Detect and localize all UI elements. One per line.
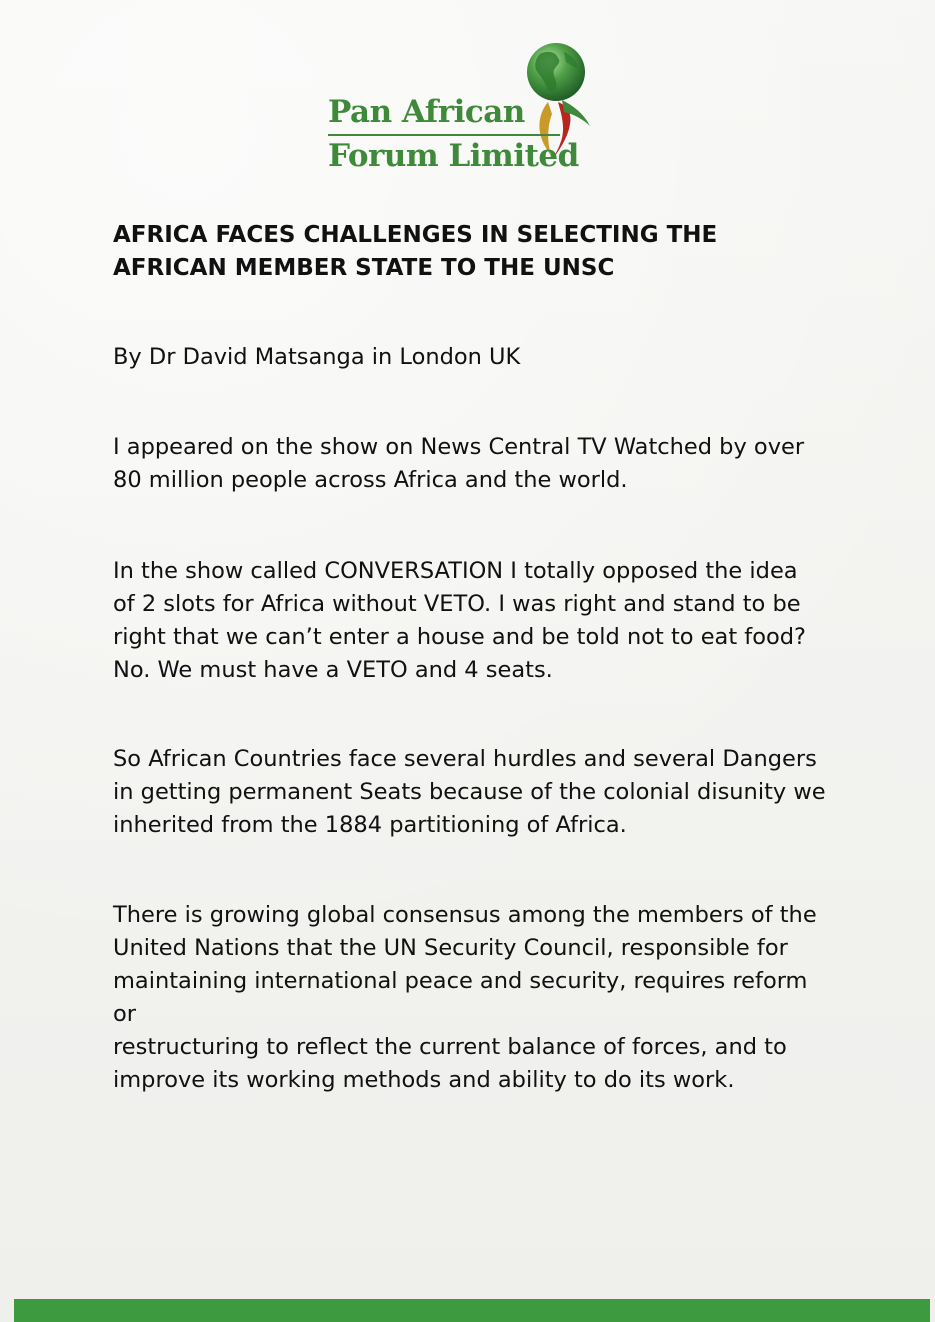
article-headline: AFRICA FACES CHALLENGES IN SELECTING THE AFRICAN MEMBER STATE TO THE UNSC	[113, 222, 718, 281]
pan-african-forum-logo	[326, 40, 606, 180]
footer-green-bar	[14, 1299, 930, 1322]
logo-divider	[328, 134, 560, 136]
logo-text-line2: Forum Limited	[328, 138, 579, 174]
article-paragraph: In the show called CONVERSATION I totally opposed the idea of 2 slots for Africa without VETO. I was right and stand to be right that we can’t enter a house and be told not to eat food? No. We must have a VETO and 4 seats.	[113, 558, 806, 683]
article-paragraph: So African Countries face several hurdles and several Dangers in getting permanent Seats because of the colonial disunity we inherited from the 1884 partitioning of Africa.	[113, 746, 826, 838]
logo-text-line1: Pan African	[328, 94, 525, 130]
article-byline: By Dr David Matsanga in London UK	[113, 344, 521, 370]
article-paragraph: There is growing global consensus among the members of the United Nations that the UN Security Council, responsible for maintaining international peace and security, requires reform or restructuring to reflect the current balance of forces, and to improve its working methods and ability to do its work.	[113, 902, 817, 1093]
article-paragraph: I appeared on the show on News Central TV Watched by over 80 million people across Africa and the world.	[113, 434, 805, 493]
